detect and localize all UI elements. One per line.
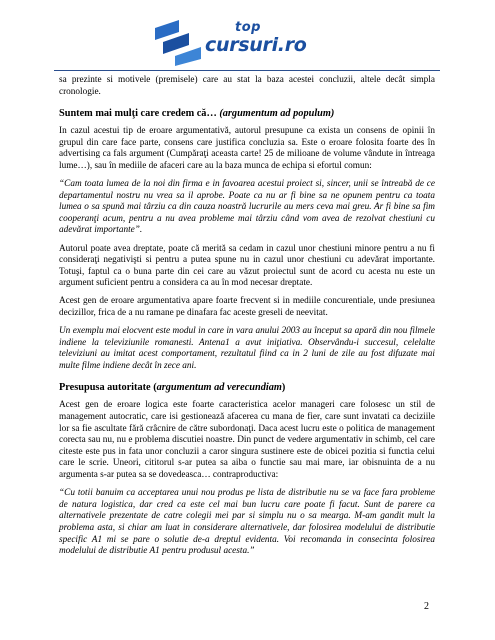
paragraph: In cazul acestui tip de eroare argumentativă, autorul presupune ca exista un consens de opinii în grupul din care face parte, consens care justifica concluzia sa. Este o eroare folosita foarte des în advertising ca fals argument (Cumpăraţi aceasta carte! 25 de milioane de volume vândute in întreaga lume…), sau în mediile de afaceri care au la baza munca de echipa si efortul comun: (59, 126, 435, 171)
logo-icon (149, 14, 209, 66)
document-body (59, 75, 435, 564)
section-heading-main: Presupusa autoritate ( (59, 382, 157, 394)
site-logo (149, 14, 319, 66)
logo-top-text: top (235, 20, 261, 35)
paragraph: sa prezinte si motivele (premisele) care au stat la baza acestei concluzii, altele decât simpla cronologie. (59, 75, 435, 97)
page-header (54, 10, 440, 71)
quote-paragraph: “Cu totii banuim ca acceptarea unui nou produs pe lista de distributie nu se va face fara probleme de natura logistica, dar cred ca este cel mai bun lucru care poate fi facut. Sunt de parere ca alternativele prezentate de catre colegii mei par si simplu nu o sa mearga. M-am gandit mult la problema asta, si chiar am luat in considerare alternativele, dar folosirea modelului de distributie specific A1 mi se pare o solutie de-a dreptul evidenta. Voi recomanda in consecinta folosirea modelului de distributie A1 pentru produsul acesta.” (59, 488, 435, 557)
section-heading (59, 108, 435, 120)
quote-paragraph: “Cam toata lumea de la noi din firma e in favoarea acestui proiect si, sincer, unii se întreabă de ce departamentul nostru nu vrea sa il aprobe. Poate ca nu ar fi bine sa ne opunem pentru ca toata lumea o sa spună mai târziu ca din cauza noastră lucrurile au mers ceva mai greu. Ar fi bine sa fim cooperanţi acum, pentru a nu avea probleme mai târziu când vom avea de rezolvat chestiuni cu adevărat importante”. (59, 179, 435, 236)
quote-paragraph: Un exemplu mai elocvent este modul in care in vara anului 2003 au început sa apară din nou filmele indiene la televiziunile romanesti. Antena1 a avut iniţiativa. Observându-i succesul, celelalte televiziuni au imitat acest comportament, rezultatul fiind ca in 2 luni de zile au fost difuzate mai multe filme indiene decât în zece ani. (59, 326, 435, 371)
section-heading-latin: argumentum ad verecundiam (156, 382, 282, 394)
logo-wordmark: cursuri.ro (205, 34, 307, 56)
page-number: 2 (424, 601, 429, 612)
section-heading (59, 382, 435, 394)
paragraph: Acest gen de eroare argumentativa apare foarte frecvent si in mediile concurentiale, unde presiunea decizillor, frica de a nu ramane pe dinafara fac aceste greseli de neevitat. (59, 296, 435, 318)
paragraph: Autorul poate avea dreptate, poate că merită sa cedam in cazul unor chestiuni minore pentru a nu fi consideraţi negativişti si pentru a putea spune nu in cazul unor chestiuni cu adevărat importante. Totuşi, faptul ca o buna parte din cei care au văzut proiectul sunt de acord cu acesta nu este un argument suficient pentru a considera ca au în mod necesar dreptate. (59, 243, 435, 289)
section-heading-main: Suntem mai mulţi care credem că… (59, 108, 220, 120)
section-heading-latin: (argumentum ad populum) (219, 108, 335, 120)
paragraph: Acest gen de eroare logica este foarte caracteristica acelor manageri care folosesc un stil de management autocratic, care isi gestionează afacerea cu mana de fier, care sunt invatati ca deciziile lor sa fie ascultate fără crâcnire de către subordonaţi. Daca acest lucru este o politica de management corecta sau nu, nu e problema discutiei noastre. Din punct de vedere argumentativ in schimb, cel care citeste este pus in fata unor concluzii a caror singura sustinere este de obicei pozitia si functia celui care le scrie. Uneori, cititorul s-ar putea sa aiba o functie sau mai mare, iar obisnuinta de a nu argumenta s-ar putea sa se dovedeasca… contraproductiva: (59, 400, 435, 481)
section-heading-end: ) (281, 382, 286, 394)
